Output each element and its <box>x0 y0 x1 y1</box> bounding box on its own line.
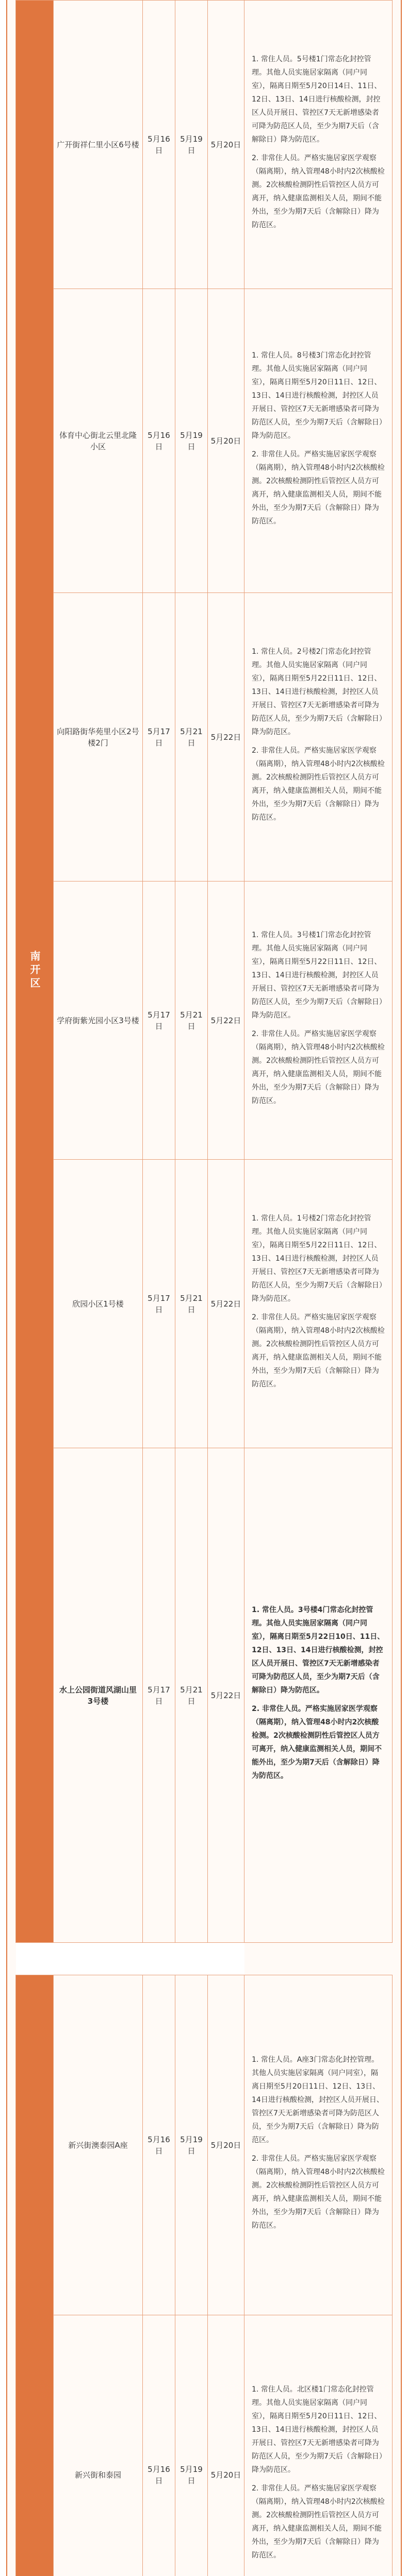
measure-paragraph: 1. 常住人员。1号楼2门常态化封控管理。其他人员实施居家隔离（同户同室），隔离日期至5月22日11日、12日、13日、14日进行核酸检测，封控区人员开展日、管控区7天无新增感染者可降为防范区人员，至少为期7天后（含解除日）降为防范区。 <box>252 1214 383 1303</box>
measures-cell <box>244 1160 393 1448</box>
measure-paragraph: 2. 非常住人员。严格实施居家医学观察（隔离期），纳入管理48小时内2次核酸检测。2次核酸检测阴性后管控区人员方可离开，纳入健康监测相关人员，期间不能外出，至少为期7天后（含解除日）降为防范区。 <box>252 1029 385 1105</box>
table-row <box>16 1 393 289</box>
table-row <box>16 2315 393 2576</box>
measure-paragraph: 2. 非常住人员。严格实施居家医学观察（隔离期），纳入管理48小时内2次核酸检测。2次核酸检测阴性后管控区人员方可离开，纳入健康监测相关人员，期间不能外出，至少为期7天后（含解除日）降为防范区。 <box>252 2484 385 2560</box>
community-cell: 水上公园街道风湖山里3号楼 <box>54 1448 143 1943</box>
start-date-cell: 5月17日 <box>143 882 175 1160</box>
measure-paragraph: 2. 非常住人员。严格实施居家医学观察（隔离期），纳入管理48小时内2次核酸检测。2次核酸检测阴性后管控区人员方可离开，纳入健康监测相关人员，期间不能外出，至少为期7天后（含解除日）降为防范区。 <box>252 2154 385 2230</box>
table-row <box>16 1975 393 2315</box>
measure-paragraph: 1. 常住人员。5号楼1门常态化封控管理。其他人员实施居家隔离（同户同室），隔离日期至5月20日14日、11日、12日、13日、14日进行核酸检测，封控区人员开展日、管控区7天无新增感染者可降为防范区人员，至少为期7天后（含解除日）降为防范区。 <box>252 55 382 144</box>
community-cell: 新兴街和泰园 <box>54 2315 143 2576</box>
measure-paragraph: 2. 非常住人员。严格实施居家医学观察（隔离期），纳入管理48小时内2次核酸检测。2次核酸检测阴性后管控区人员方可离开，纳入健康监测相关人员，期间不能外出，至少为期7天后（含解除日）降为防范区。 <box>252 1313 385 1388</box>
end-date-cell: 5月21日 <box>175 593 208 882</box>
start-date-cell: 5月16日 <box>143 2315 175 2576</box>
community-cell: 体育中心街北云里北隆小区 <box>54 289 143 593</box>
measure-paragraph: 2. 非常住人员。严格实施居家医学观察（隔离期），纳入管理48小时内2次核酸检测。2次核酸检测阴性后管控区人员方可离开，纳入健康监测相关人员，期间不能外出，至少为期7天后（含解除日）降为防范区。 <box>252 154 385 229</box>
lift-date-cell: 5月20日 <box>208 289 244 593</box>
measures-cell <box>244 289 393 593</box>
community-cell: 新兴街澳泰园A座 <box>54 1975 143 2315</box>
table-row <box>16 593 393 882</box>
table-row <box>16 1160 393 1448</box>
measure-paragraph: 1. 常住人员。2号楼2门常态化封控管理。其他人员实施居家隔离（同户同室），隔离日期至5月22日11日、12日、13日、14日进行核酸检测，封控区人员开展日、管控区7天无新增感染者可降为防范区人员，至少为期7天后（含解除日）降为防范区。 <box>252 647 383 736</box>
measure-paragraph: 1. 常住人员。北区楼1门常态化封控管理。其他人员实施居家隔离（同户同室），隔离日期至5月20日11日、12日、13日、14日进行核酸检测，封控区人员开展日、管控区7天无新增感染者可降为防范区人员，至少为期7天后（含解除日）降为防范区。 <box>252 2385 383 2474</box>
section-gap <box>16 1943 393 1975</box>
community-cell: 向阳路街华苑里小区2号楼2门 <box>54 593 143 882</box>
measures-cell <box>244 1975 393 2315</box>
measures-cell <box>244 1 393 289</box>
end-date-cell: 5月19日 <box>175 1 208 289</box>
lift-date-cell: 5月22日 <box>208 593 244 882</box>
end-date-cell: 5月21日 <box>175 1448 208 1943</box>
community-cell: 欣园小区1号楼 <box>54 1160 143 1448</box>
start-date-cell: 5月17日 <box>143 1160 175 1448</box>
end-date-cell: 5月21日 <box>175 882 208 1160</box>
measure-paragraph: 2. 非常住人员。严格实施居家医学观察（隔离期），纳入管理48小时内2次核酸检测。2次核酸检测阴性后管控区人员方可离开，纳入健康监测相关人员，期间不能外出，至少为期7天后（含解除日）降为防范区。 <box>252 746 385 822</box>
table-body <box>16 1 393 2576</box>
end-date-cell: 5月19日 <box>175 1975 208 2315</box>
measures-cell <box>244 1448 393 1943</box>
community-cell: 学府街紫光园小区3号楼 <box>54 882 143 1160</box>
start-date-cell: 5月16日 <box>143 1 175 289</box>
district-name: 南开区 <box>28 950 41 991</box>
start-date-cell: 5月17日 <box>143 1448 175 1943</box>
start-date-cell: 5月16日 <box>143 289 175 593</box>
end-date-cell: 5月21日 <box>175 1160 208 1448</box>
lift-date-cell: 5月20日 <box>208 2315 244 2576</box>
lift-date-cell: 5月20日 <box>208 1975 244 2315</box>
lift-date-cell: 5月20日 <box>208 1 244 289</box>
measure-paragraph: 1. 常住人员。A座3门常态化封控管理。其他人员实施居家隔离（同户同室），隔离日期至5月20日11日、12日、13日、14日进行核酸检测，封控区人员开展日、管控区7天无新增感染者可降为防范区人员，至少为期7天后（含解除日）降为防范区。 <box>252 2055 384 2144</box>
measures-cell <box>244 2315 393 2576</box>
measures-cell <box>244 882 393 1160</box>
table-row <box>16 1448 393 1943</box>
start-date-cell: 5月17日 <box>143 593 175 882</box>
end-date-cell: 5月19日 <box>175 289 208 593</box>
community-cell: 广开街祥仁里小区6号楼 <box>54 1 143 289</box>
table-row <box>16 289 393 593</box>
measure-paragraph: 1. 常住人员。8号楼3门常态化封控管理。其他人员实施居家隔离（同户同室），隔离日期至5月20日11日、12日、13日、14日进行核酸检测，封控区人员开展日、管控区7天无新增感染者可降为防范区人员，至少为期7天后（含解除日）降为防范区。 <box>252 351 383 440</box>
control-area-table <box>15 0 393 2576</box>
district-cell <box>16 1 54 1943</box>
measure-paragraph: 1. 常住人员。3号楼4门常态化封控管理。其他人员实施居家隔离（同户同室），隔离日期至5月22日10日、11日、12日、13日、14日进行核酸检测，封控区人员开展日、管控区7天无新增感染者可降为防范区人员，至少为期7天后（含解除日）降为防范区。 <box>252 1605 385 1694</box>
measure-paragraph: 2. 非常住人员。严格实施居家医学观察（隔离期），纳入管理48小时内2次核酸检测。2次核酸检测阴性后管控区人员方可离开，纳入健康监测相关人员，期间不能外出，至少为期7天后（含解除日）降为防范区。 <box>252 1704 382 1780</box>
measure-paragraph: 1. 常住人员。3号楼1门常态化封控管理。其他人员实施居家隔离（同户同室），隔离日期至5月22日11日、12日、13日、14日进行核酸检测，封控区人员开展日、管控区7天无新增感染者可降为防范区人员，至少为期7天后（含解除日）降为防范区。 <box>252 930 383 1020</box>
lift-date-cell: 5月22日 <box>208 882 244 1160</box>
measure-paragraph: 2. 非常住人员。严格实施居家医学观察（隔离期），纳入管理48小时内2次核酸检测。2次核酸检测阴性后管控区人员方可离开，纳入健康监测相关人员，期间不能外出，至少为期7天后（含解除日）降为防范区。 <box>252 450 385 526</box>
lift-date-cell: 5月22日 <box>208 1448 244 1943</box>
district-cell <box>16 1975 54 2576</box>
table-row <box>16 882 393 1160</box>
end-date-cell: 5月19日 <box>175 2315 208 2576</box>
measures-cell <box>244 593 393 882</box>
start-date-cell: 5月16日 <box>143 1975 175 2315</box>
lift-date-cell: 5月22日 <box>208 1160 244 1448</box>
